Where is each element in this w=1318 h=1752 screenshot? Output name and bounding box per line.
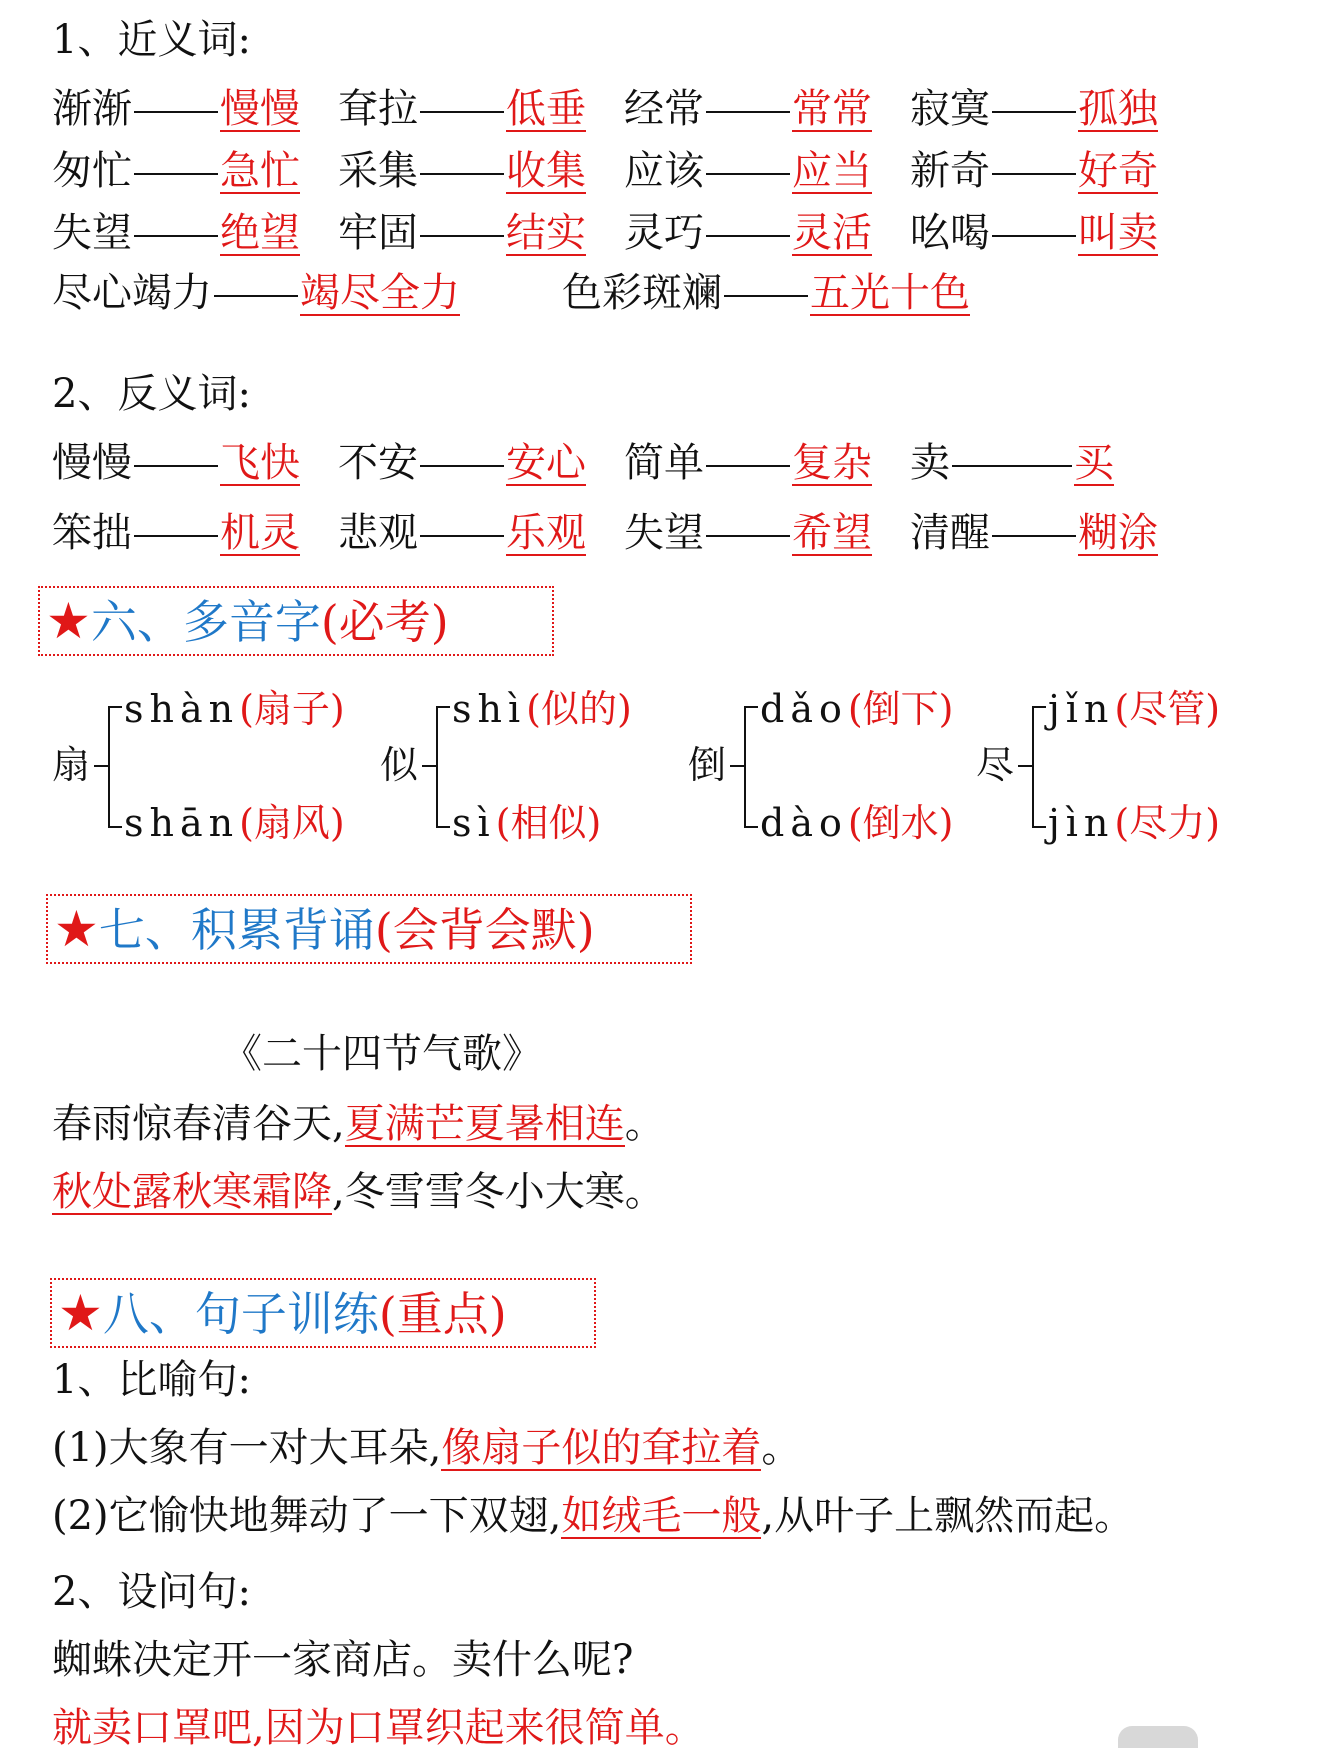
dash <box>134 465 218 467</box>
poem-text: 。 <box>624 1101 665 1147</box>
brace-tick <box>1018 765 1032 767</box>
sentence-text: (2)它愉快地舞动了一下双翅, <box>52 1493 562 1539</box>
poem-text: ,冬雪雪冬小大寒。 <box>332 1169 665 1215</box>
simile-sentence-1 <box>52 1424 801 1472</box>
synonyms-word: 失望 <box>52 210 132 256</box>
synonyms-word: 吆喝 <box>910 210 990 256</box>
antonyms-answer: 乐观 <box>506 510 586 556</box>
synonyms-pair <box>338 144 586 198</box>
dash <box>420 465 504 467</box>
polyphone-word: (尽力) <box>1114 801 1221 845</box>
dash <box>134 111 218 113</box>
pinyin: dǎo <box>760 687 848 731</box>
polyphone-word: (相似) <box>495 801 602 845</box>
dash <box>724 295 808 297</box>
antonyms-word: 笨拙 <box>52 510 132 556</box>
pinyin: sì <box>452 801 496 845</box>
synonyms-pair <box>338 82 586 136</box>
synonyms-word: 应该 <box>624 148 704 194</box>
synonyms-pair <box>338 206 586 260</box>
idiom-pair-2 <box>562 266 970 320</box>
dash <box>420 111 504 113</box>
dash <box>420 235 504 237</box>
idiom-word: 尽心竭力 <box>52 270 212 316</box>
idiom-answer: 竭尽全力 <box>300 270 460 316</box>
pinyin: shàn <box>124 687 240 731</box>
antonyms-answer: 希望 <box>792 510 872 556</box>
poem-text: 春雨惊春清谷天, <box>52 1101 345 1147</box>
synonyms-word: 灵巧 <box>624 210 704 256</box>
idiom-pair-1 <box>52 266 460 320</box>
synonyms-word: 寂寞 <box>910 86 990 132</box>
polyphone-reading <box>760 800 954 846</box>
section-6-header <box>38 586 554 656</box>
synonyms-answer: 灵活 <box>792 210 872 256</box>
antonyms-pair <box>624 436 872 490</box>
synonyms-answer: 应当 <box>792 148 872 194</box>
star-icon: ★ <box>46 592 91 650</box>
answer-sentence: 就卖口罩吧,因为口罩织起来很简单。 <box>52 1705 705 1751</box>
antonyms-answer: 机灵 <box>220 510 300 556</box>
synonyms-word: 牢固 <box>338 210 418 256</box>
poem-answer: 夏满芒夏暑相连 <box>344 1101 625 1147</box>
section-7-note: (会背会默) <box>374 903 595 957</box>
polyphone-word: (尽管) <box>1114 687 1221 731</box>
dash <box>706 173 790 175</box>
section-8-note: (重点) <box>378 1287 507 1341</box>
dash <box>992 535 1076 537</box>
brace-tick <box>730 765 744 767</box>
poem-line-1 <box>52 1100 665 1148</box>
synonyms-heading: 1、近义词: <box>52 17 251 63</box>
synonyms-word: 匆忙 <box>52 148 132 194</box>
simile-heading: 1、比喻句: <box>52 1357 251 1403</box>
synonyms-word: 经常 <box>624 86 704 132</box>
antonyms-pair <box>910 506 1158 560</box>
dash <box>420 173 504 175</box>
synonyms-pair <box>624 144 872 198</box>
polyphone-word: (似的) <box>526 687 632 731</box>
brace-tick <box>94 765 108 767</box>
synonyms-answer: 叫卖 <box>1078 210 1158 256</box>
antonyms-pair <box>52 506 300 560</box>
star-icon: ★ <box>54 900 99 958</box>
poem-title: 《二十四节气歌》 <box>222 1031 542 1077</box>
dash <box>706 111 790 113</box>
dash <box>134 535 218 537</box>
polyphone-reading <box>1048 686 1220 732</box>
synonyms-answer: 绝望 <box>220 210 300 256</box>
dash <box>992 235 1076 237</box>
polyphone-reading <box>452 800 601 846</box>
polyphone-char: 尽 <box>976 743 1015 787</box>
synonyms-answer: 慢慢 <box>220 86 300 132</box>
idiom-answer: 五光十色 <box>810 270 970 316</box>
polyphone-reading <box>760 686 954 732</box>
dash <box>134 173 218 175</box>
antonyms-answer: 飞快 <box>220 440 300 486</box>
synonyms-pair <box>624 206 872 260</box>
antonyms-answer: 买 <box>1074 440 1114 486</box>
simile-sentence-2 <box>52 1492 1134 1540</box>
dash <box>214 295 298 297</box>
synonyms-pair <box>52 206 300 260</box>
pinyin: jìn <box>1048 801 1115 845</box>
section-6-note: (必考) <box>320 595 449 649</box>
dash <box>706 535 790 537</box>
dash <box>134 235 218 237</box>
synonyms-pair <box>624 82 872 136</box>
antonyms-word: 卖 <box>910 440 950 486</box>
synonyms-answer: 收集 <box>506 148 586 194</box>
synonyms-pair <box>52 82 300 136</box>
antonyms-word: 简单 <box>624 440 704 486</box>
dash <box>992 111 1076 113</box>
antonyms-pair <box>338 506 586 560</box>
section-6-title: 六、多音字 <box>90 595 321 649</box>
synonyms-answer: 孤独 <box>1078 86 1158 132</box>
sentence-text: ,从叶子上飘然而起。 <box>761 1493 1135 1539</box>
polyphone-reading <box>124 800 345 846</box>
polyphone-word: (扇风) <box>239 801 345 845</box>
pinyin: dào <box>760 801 848 845</box>
dash <box>420 535 504 537</box>
pinyin: shì <box>452 687 527 731</box>
brace <box>744 706 758 828</box>
brace <box>108 706 122 828</box>
antonyms-pair <box>52 436 300 490</box>
section-8-title: 八、句子训练 <box>102 1287 379 1341</box>
synonyms-answer: 低垂 <box>506 86 586 132</box>
question-heading: 2、设问句: <box>52 1569 251 1615</box>
idiom-word: 色彩斑斓 <box>562 270 722 316</box>
dash <box>952 465 1072 467</box>
sentence-text: 。 <box>761 1425 802 1471</box>
sentence-text: (1)大象有一对大耳朵, <box>52 1425 442 1471</box>
antonyms-word: 不安 <box>338 440 418 486</box>
polyphone-char: 扇 <box>52 743 91 787</box>
poem-answer: 秋处露秋寒霜降 <box>52 1169 332 1215</box>
synonyms-pair <box>910 144 1158 198</box>
antonyms-pair <box>338 436 586 490</box>
synonyms-answer: 常常 <box>792 86 872 132</box>
synonyms-answer: 急忙 <box>220 148 300 194</box>
polyphone-reading <box>452 686 632 732</box>
synonyms-answer: 结实 <box>506 210 586 256</box>
polyphone-word: (扇子) <box>239 687 345 731</box>
antonyms-pair <box>910 436 1114 490</box>
antonyms-heading: 2、反义词: <box>52 371 251 417</box>
antonyms-word: 悲观 <box>338 510 418 556</box>
brace-tick <box>422 765 436 767</box>
synonyms-pair <box>910 206 1158 260</box>
synonyms-pair <box>910 82 1158 136</box>
dash <box>706 235 790 237</box>
antonyms-answer: 复杂 <box>792 440 872 486</box>
polyphone-word: (倒水) <box>847 801 954 845</box>
sentence-answer: 如绒毛一般 <box>561 1493 762 1539</box>
antonyms-word: 慢慢 <box>52 440 132 486</box>
pinyin: jǐn <box>1048 687 1115 731</box>
corner-tab <box>1118 1726 1198 1748</box>
antonyms-word: 失望 <box>624 510 704 556</box>
brace <box>1032 706 1046 828</box>
synonyms-word: 渐渐 <box>52 86 132 132</box>
synonyms-answer: 好奇 <box>1078 148 1158 194</box>
question-sentence: 蜘蛛决定开一家商店。卖什么呢? <box>52 1637 634 1683</box>
polyphone-char: 似 <box>380 743 419 787</box>
dash <box>992 173 1076 175</box>
brace <box>436 706 450 828</box>
synonyms-word: 采集 <box>338 148 418 194</box>
section-7-header <box>46 894 692 964</box>
antonyms-answer: 安心 <box>506 440 586 486</box>
pinyin: shān <box>124 801 240 845</box>
antonyms-word: 清醒 <box>910 510 990 556</box>
polyphone-reading <box>1048 800 1220 846</box>
section-7-title: 七、积累背诵 <box>98 903 375 957</box>
section-8-header <box>50 1278 596 1348</box>
star-icon: ★ <box>58 1284 103 1342</box>
synonyms-pair <box>52 144 300 198</box>
synonyms-word: 新奇 <box>910 148 990 194</box>
dash <box>706 465 790 467</box>
poem-line-2 <box>52 1168 665 1216</box>
polyphone-word: (倒下) <box>847 687 954 731</box>
antonyms-pair <box>624 506 872 560</box>
polyphone-reading <box>124 686 345 732</box>
polyphone-char: 倒 <box>688 743 727 787</box>
synonyms-word: 耷拉 <box>338 86 418 132</box>
antonyms-answer: 糊涂 <box>1078 510 1158 556</box>
sentence-answer: 像扇子似的耷拉着 <box>441 1425 762 1471</box>
